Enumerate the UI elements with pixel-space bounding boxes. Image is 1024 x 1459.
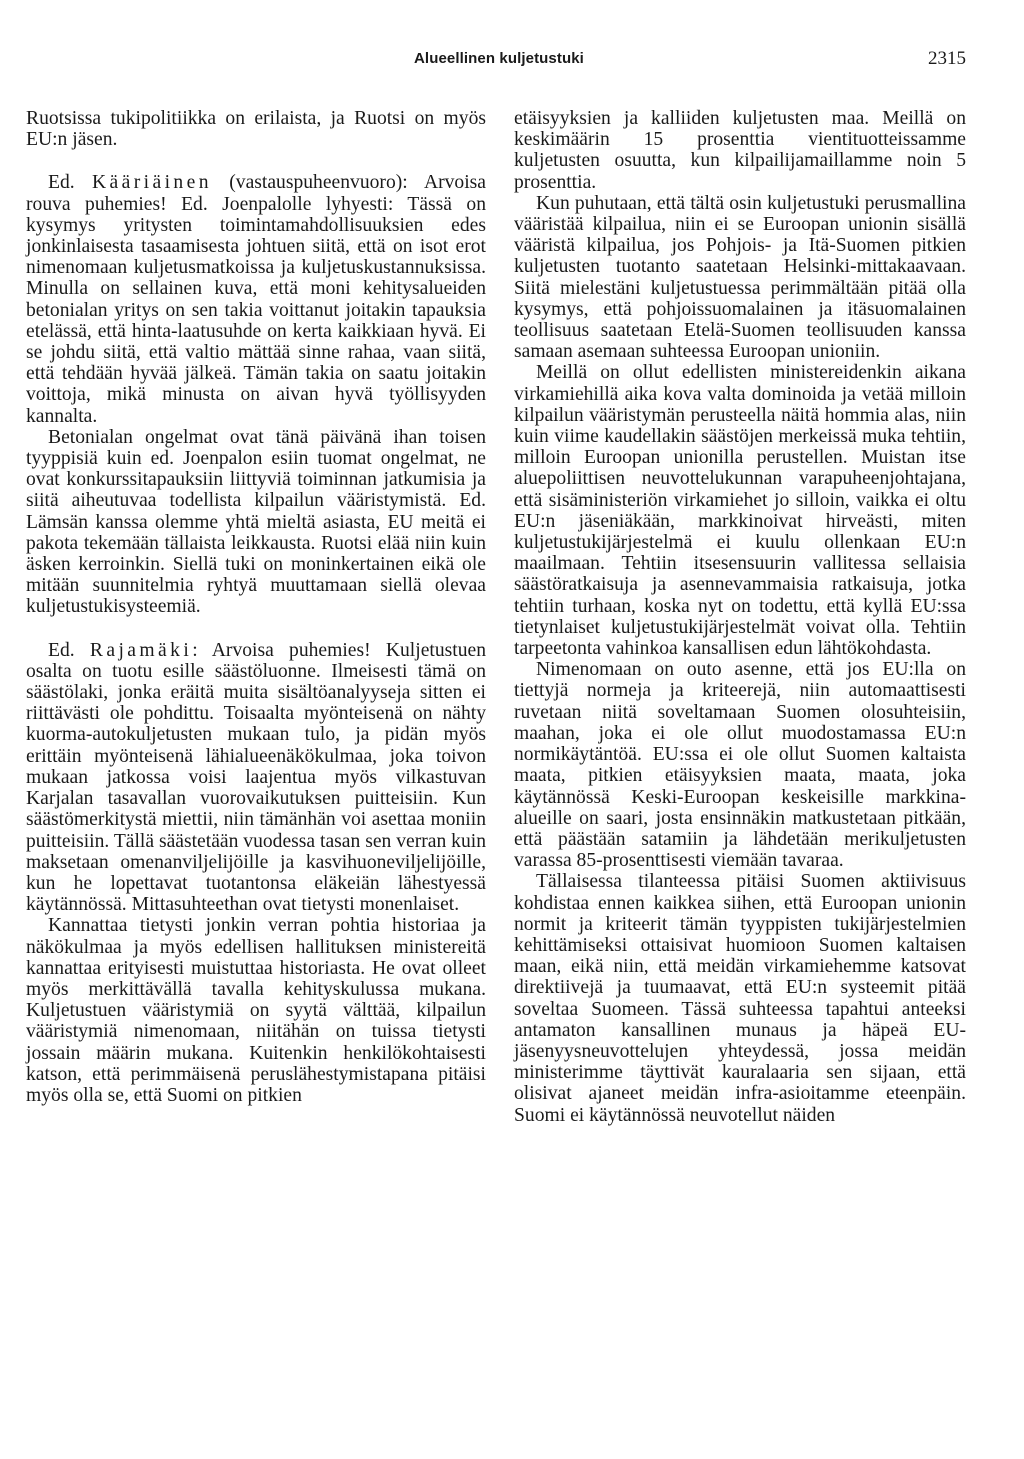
title-prefix: Ed. (48, 172, 75, 194)
paragraph: Betonialan ongelmat ovat tänä päivänä ihan toisen tyyppisiä kuin ed. Joenpalon esiin tuomat ongelmat, ne ovat konkurssitapauksiin liittyviä toiminnan jatkumisia ja siitä aiheutuvaa todellista kilpailun vääristymistä. Ed. Lämsän kanssa olemme yhtä mieltä asiasta, EU meitä ei pakota tekemään tällaista leikkausta. Ruotsi elää niin kuin äsken kerroinkin. Siellä tuki on moninkertainen eikä ole mitään suunnitelmia ryhtyä muuttamaan siellä olevaa kuljetustukisysteemiä. (26, 426, 486, 618)
title-prefix: Ed. (48, 639, 75, 661)
speech-text: : Arvoisa puhemies! Kuljetustuen osalta on tuotu esille säästöluonne. Ilmeisesti tämä on säästölaki, jonka eräitä muita sisältöanalyyseja sitten ei riittävästi ole pohdittu. Toisaalta myönteisenä on nähty kuorma-autokuljetusten mukaan tulo, ja pidän myös erittäin myönteisenä lähialueenäkökulmaa, joka toivon mukaan jatkossa voisi laajentua myös vilkastuvan Karjalan tasavallan vuorovaikutuksen puitteisiin. Kun säästömerkitystä miettii, niin tämänhän voi asettaa moniin puitteisiin. Tällä säästetään vuodessa tasan sen verran kuin maksetaan omenanviljelijöille ja kasvihuoneviljelijöille, kun he lopettavat tuotantonsa eläkeiän lähestyessä käytännössä. Mittasuhteethan ovat tietysti monenlaiset. (26, 639, 486, 916)
speech-paragraph (26, 172, 486, 426)
paragraph: Ruotsissa tukipolitiikka on erilaista, ja Ruotsi on myös EU:n jäsen. (26, 108, 486, 151)
speaker-name: Rajamäki (89, 639, 193, 661)
paragraph: Tällaisessa tilanteessa pitäisi Suomen aktiivisuus kohdistaa ennen kaikkea siihen, että Euroopan unionin normit ja kriteerit tämän tyyppisten tukijärjestelmien kehittämiseksi ottaisivat huomioon Suomen kaltaisen maan, eikä niin, että meidän virkamiehemme katsovat direktiivejä ja tuumaavat, että EU:n systeemit pitää soveltaa Suomeen. Tässä suhteessa tapahtui anteeksi antamaton kansallinen munaus ja häpeä EU-jäsenyysneuvottelujen yhteydessä, jossa meidän ministerimme täyttivät kauralaaria sen sijaan, että olisivat ajaneet meidän infra-asioitamme eteenpäin. Suomi ei käytännössä neuvotellut näiden (514, 871, 966, 1126)
left-column (26, 108, 486, 1106)
page-number: 2315 (928, 48, 966, 69)
speech-text: (vastauspuheenvuoro): Arvoisa rouva puhemies! Ed. Joenpalolle lyhyesti: Tässä on kysymys yritysten toimintamahdollisuuksien edes jonkinlaisesta tasaamisesta johtuen siitä, että on isot erot nimenomaan kuljetusmatkoissa ja kuljetuskustannuksissa. Minulla on sellainen kuva, että moni kehitysalueiden betonialan yritys on sen takia voittanut joitakin tapauksia etelässä, että hinta-laatusuhde on kerta kaikkiaan hyvä. Ei se johdu siitä, että valtio mättää sinne rahaa, vaan siitä, että tehdään hyvää jälkeä. Tämän takia on saatu joitakin voittoja, mikä minusta on aivan hyvä työllisyyden kannalta. (26, 172, 486, 427)
running-title: Alueellinen kuljetustuki (414, 50, 584, 67)
paragraph: etäisyyksien ja kalliiden kuljetusten maa. Meillä on keskimäärin 15 prosenttia vientituotteissamme kuljetusten osuutta, kun kilpailijamaillamme noin 5 prosenttia. (514, 108, 966, 193)
right-column (514, 108, 966, 1126)
paragraph: Kun puhutaan, että tältä osin kuljetustuki perusmallina vääristää kilpailua, niin ei se Euroopan unionin sisällä vääristä kilpailua, jos Pohjois- ja Itä-Suomen pitkien kuljetusten tuotanto saatetaan Helsinki-mittakaavaan. Siitä mielestäni kuljetustuessa perimmältään pitää olla kysymys, että pohjoissuomalainen ja itäsuomalainen teollisuus saatetaan Etelä-Suomen teollisuuden kanssa samaan asemaan suhteessa Euroopan unioniin. (514, 192, 966, 363)
paragraph: Kannattaa tietysti jonkin verran pohtia historiaa ja näkökulmaa ja myös edellisen hallituksen ministereitä kannattaa erityisesti muistuttaa historiasta. He ovat olleet myös merkittävällä tavalla kehityskulussa mukana. Kuljetustuen vääristymiä on syytä välttää, kilpailun vääristymiä nimenomaan, niitähän on tuissa tietysti jossain määrin mukana. Kuitenkin henkilökohtaisesti katson, että perimmäisenä peruslähestymistapana pitäisi myös olla se, että Suomi on pitkien (26, 915, 486, 1106)
paragraph: Nimenomaan on outo asenne, että jos EU:lla on tiettyjä normeja ja kriteerejä, niin automaattisesti ruvetaan niitä soveltamaan Suomen olosuhteisiin, maahan, joka ei ole ollut muodostamassa EU:n normikäytäntöä. EU:ssa ei ole ollut Suomen kaltaista maata, pitkien etäisyyksien maata, maata, joka käytännössä Keski-Euroopan keskeisille markkina-alueille on saari, josta ensinnäkin matkustetaan pitkään, että päästään satamiin ja lähdetään merikuljetusten varassa 85-prosenttisesti viemään tavaraa. (514, 659, 966, 872)
speaker-name: Kääriäinen (91, 172, 212, 194)
speech-paragraph (26, 640, 486, 916)
paragraph: Meillä on ollut edellisten ministereidenkin aikana virkamiehillä aika kova valta dominoida ja vetää milloin kilpailun vääristymän perusteella näitä hommia alas, niin kuin viime kaudellakin säästöjen merkeissä muka tehtiin, milloin Euroopan unionilla perustellen. Muistan itse aluepoliittisen neuvottelukunnan varapuheenjohtajana, että sisäministeriön virkamiehet jo silloin, vaikka ei oltu EU:n jäseniäkään, markkinoivat hirveästi, miten kuljetustukijärjestelmä ei kuulu ollenkaan EU:n maailmaan. Tehtiin itsesensuurin vallitessa sellaisia säästöratkaisuja ja asennevammaisia ratkaisuja, jotka tehtiin turhaan, koska nyt on todettu, että kyllä EU:ssa tietynlaiset kuljetustukijärjestelmät voivat olla. Tehtiin tarpeetonta vahinkoa kansallisen edun lähtökohdasta. (514, 362, 966, 660)
